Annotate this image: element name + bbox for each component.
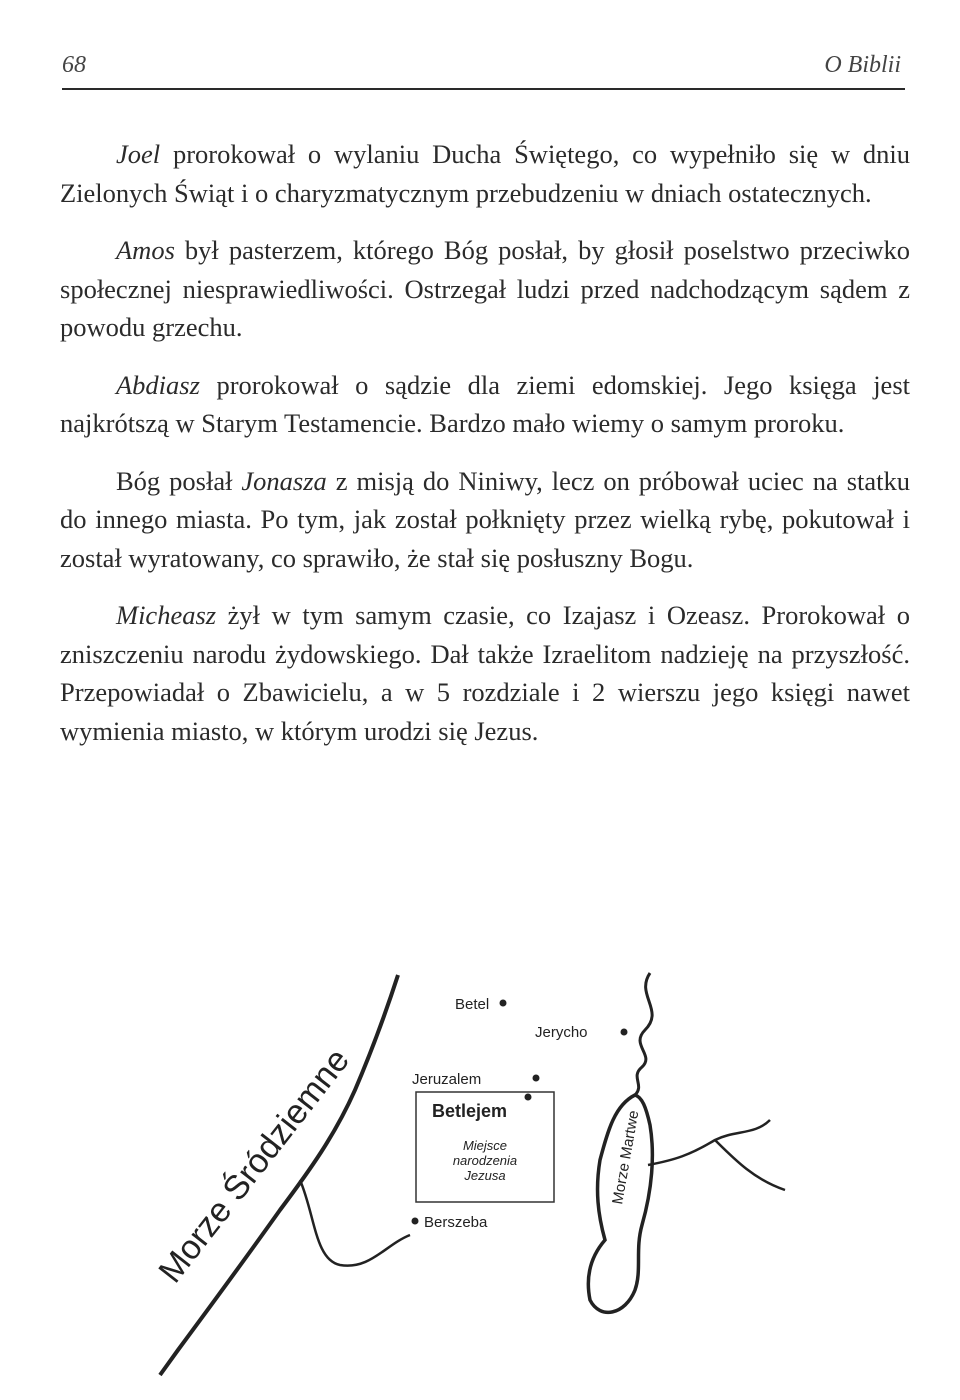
page-header: [62, 48, 905, 90]
map-svg: [130, 955, 900, 1395]
paragraph-micheasz: [60, 596, 910, 750]
town-dot-berszeba: [412, 1218, 419, 1225]
town-dot-betlejem: [525, 1094, 532, 1101]
jordan-river: [635, 973, 652, 1095]
town-dot-jerycho: [621, 1029, 628, 1036]
eastern-wadi-branch: [715, 1140, 785, 1190]
paragraph-text: prorokował o wylaniu Ducha Świętego, co wypełniło się w dniu Zielonych Świąt i o charyzmatycznym przebudzeniu w dniach ostatecznych.: [60, 139, 910, 208]
birthplace-caption-1: Miejsce: [462, 1138, 508, 1153]
body-text: [60, 135, 910, 769]
town-dot-jeruzalem: [533, 1075, 540, 1082]
paragraph-text: prorokował o sądzie dla ziemi edomskiej. Jego księga jest najkrótszą w Starym Testamencie. Bardzo mało wiemy o samym proroku.: [60, 369, 910, 438]
town-jerycho: Jerycho: [535, 1024, 588, 1041]
sea-label: Morze Śródziemne: [151, 1041, 357, 1290]
map-of-judea: [130, 955, 900, 1395]
page-number: 68: [62, 52, 86, 78]
town-betlejem: Betlejem: [432, 1101, 508, 1121]
town-berszeba: Berszeba: [424, 1214, 488, 1231]
paragraph-joel: [60, 135, 910, 212]
town-jeruzalem: Jeruzalem: [412, 1071, 482, 1088]
running-head: O Biblii: [824, 52, 901, 78]
birthplace-caption-3: Jezusa: [464, 1168, 506, 1183]
birthplace-caption-2: narodzenia: [452, 1153, 518, 1168]
town-dot-betel: [500, 1000, 507, 1007]
paragraph-text: żył w tym samym czasie, co Izajasz i Ozeasz. Prorokował o zniszczeniu narodu żydowskiego. Dał także Izraelitom nadzieję na przyszłość. Przepowiadał o Zbawicielu, a w 5 rozdziale i 2 wierszu jego księgi nawet wymienia miasto, w którym urodzi się Jezus.: [60, 600, 910, 746]
eastern-wadi: [648, 1120, 770, 1165]
paragraph-amos: [60, 231, 910, 347]
paragraph-prefix: Bóg posłał: [116, 465, 242, 496]
prophet-name: Joel: [116, 139, 161, 169]
prophet-name: Amos: [116, 235, 175, 265]
prophet-name: Micheasz: [116, 600, 217, 630]
coastline: [160, 975, 398, 1375]
dead-sea-label: Morze Martwe: [609, 1109, 643, 1206]
town-betel: Betel: [455, 996, 490, 1013]
paragraph-jonasz: [60, 462, 910, 578]
prophet-name: Jonasza: [241, 465, 327, 496]
paragraph-text: był pasterzem, którego Bóg posłał, by głosił poselstwo przeciwko społecznej niesprawiedliwości. Ostrzegał ludzi przed nadchodzącym sądem z powodu grzechu.: [60, 235, 910, 342]
paragraph-abdiasz: [60, 366, 910, 443]
wadi: [300, 1180, 410, 1266]
prophet-name: Abdiasz: [116, 369, 200, 400]
paragraph-text: z misją do Niniwy, lecz on próbował uciec na statku do innego miasta. Po tym, jak został połknięty przez wielką rybę, pokutował i został wyratowany, co sprawiło, że stał się posłuszny Bogu.: [60, 465, 910, 573]
